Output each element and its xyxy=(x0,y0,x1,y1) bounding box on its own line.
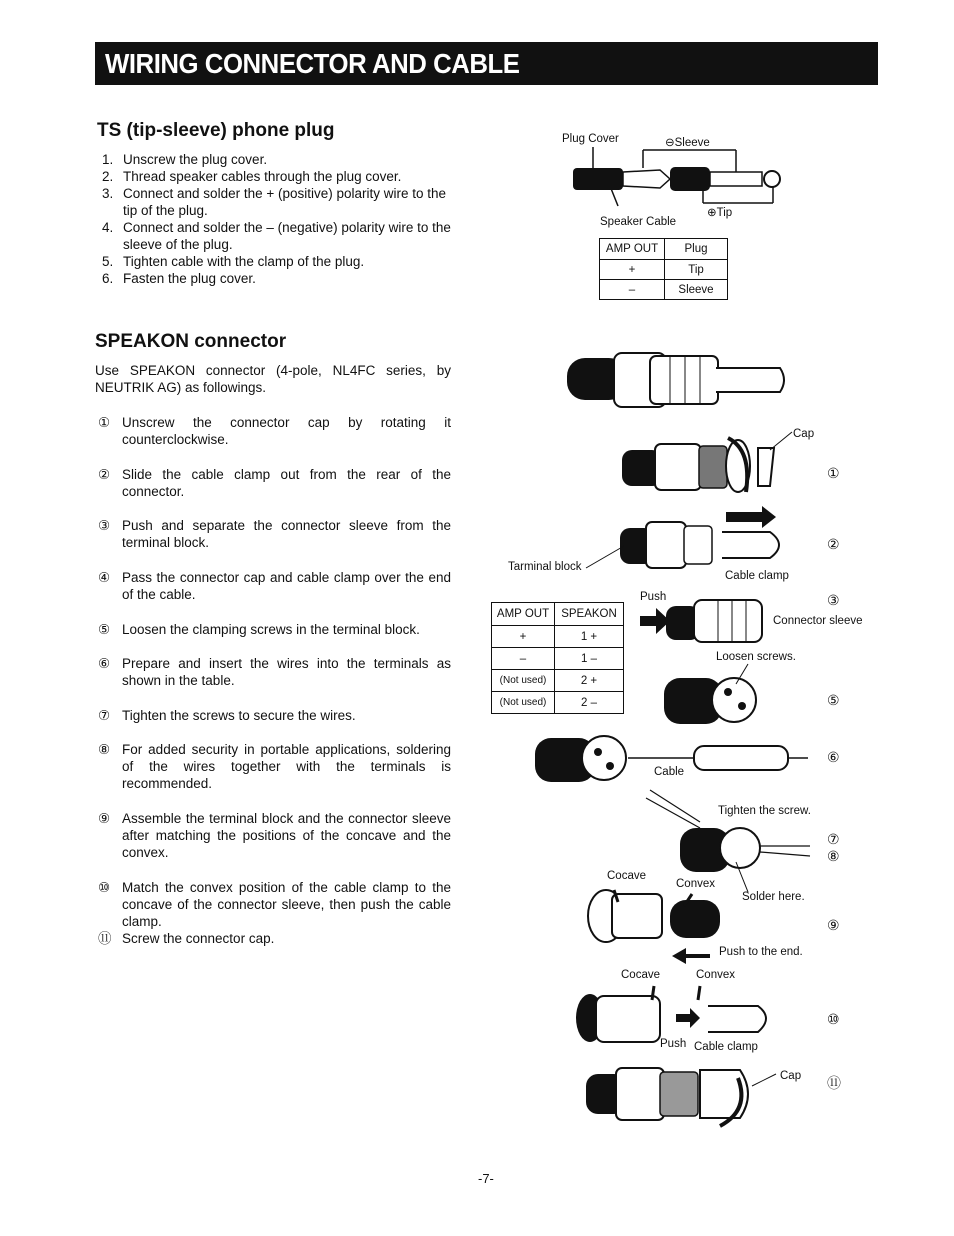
table-cell: + xyxy=(600,260,665,280)
speakon-step1-drawing xyxy=(622,432,792,492)
table-cell: 2 + xyxy=(555,670,624,692)
fig-step-10: ⑩ xyxy=(827,1011,840,1027)
list-item: ⑨ Assemble the terminal block and the connector sleeve after matching the positions of the concave and the convex. xyxy=(98,811,451,860)
fig-step-6: ⑥ xyxy=(827,749,840,765)
table-header: AMP OUT xyxy=(600,239,665,260)
fig-step-9: ⑨ xyxy=(827,917,840,933)
table-cell: – xyxy=(492,648,555,670)
ts-wiring-table xyxy=(599,238,728,300)
table-cell: 1 + xyxy=(555,626,624,648)
fig-step-11: ⑪ xyxy=(827,1075,841,1091)
speakon-assembled-drawing xyxy=(567,353,784,407)
plug-cover-label: Plug Cover xyxy=(562,133,619,145)
speaker-cable-label: Speaker Cable xyxy=(600,216,677,228)
ts-heading: TS (tip-sleeve) phone plug xyxy=(97,120,335,141)
table-header: AMP OUT xyxy=(492,603,555,626)
list-item: 6. Fasten the plug cover. xyxy=(102,271,256,286)
table-cell: Sleeve xyxy=(665,280,728,300)
solder-here-label: Solder here. xyxy=(742,891,805,903)
list-item: ⑥ Prepare and insert the wires into the terminals as shown in the table. xyxy=(98,656,451,688)
list-item: ⑪ Screw the connector cap. xyxy=(98,931,275,946)
fig-step-3: ③ xyxy=(827,592,840,608)
convex-label-2: Convex xyxy=(696,969,735,981)
tighten-screw-label: Tighten the screw. xyxy=(718,805,811,817)
speakon-step3-drawing xyxy=(640,600,762,642)
cable-label: Cable xyxy=(654,766,685,778)
list-item: 5. Tighten cable with the clamp of the plug. xyxy=(102,254,365,269)
push-label: Push xyxy=(640,591,667,603)
cap-label-2: Cap xyxy=(780,1070,802,1082)
tip-label: ⊕Tip xyxy=(707,207,733,219)
cap-label: Cap xyxy=(793,428,815,440)
fig-step-7: ⑦ xyxy=(827,831,840,847)
list-item: ⑩ Match the convex position of the cable clamp to the concave of the connector sleeve, then push the cable clamp. xyxy=(98,880,451,929)
table-cell: (Not used) xyxy=(492,670,555,692)
speakon-intro: Use SPEAKON connector (4-pole, NL4FC series, by NEUTRIK AG) as followings. xyxy=(95,363,451,395)
speakon-step9-drawing xyxy=(588,890,720,964)
table-header: SPEAKON xyxy=(555,603,624,626)
loosen-screws-label: Loosen screws. xyxy=(716,651,796,663)
page-number: -7- xyxy=(478,1171,494,1186)
table-header: Plug xyxy=(665,239,728,260)
list-item: ④ Pass the connector cap and cable clamp over the end of the cable. xyxy=(98,570,451,602)
list-item: ⑧ For added security in portable applications, soldering of the wires together with the terminals is recommended. xyxy=(98,742,451,791)
cocave-label: Cocave xyxy=(607,870,646,882)
table-cell: Tip xyxy=(665,260,728,280)
sleeve-label: ⊖Sleeve xyxy=(665,137,710,149)
convex-label: Convex xyxy=(676,878,715,890)
table-cell: – xyxy=(600,280,665,300)
cable-clamp-label: Cable clamp xyxy=(725,570,789,582)
speakon-heading: SPEAKON connector xyxy=(95,331,287,352)
ts-plug-drawing xyxy=(573,147,780,206)
banner-title: WIRING CONNECTOR AND CABLE xyxy=(105,48,520,79)
cable-clamp-label-2: Cable clamp xyxy=(694,1041,758,1053)
fig-step-5: ⑤ xyxy=(827,692,840,708)
list-item: ① Unscrew the connector cap by rotating it counterclockwise. xyxy=(98,415,451,447)
list-item: ② Slide the cable clamp out from the rear of the connector. xyxy=(98,467,451,499)
speakon-step2-drawing xyxy=(586,506,779,568)
cocave-label-2: Cocave xyxy=(621,969,660,981)
table-cell: + xyxy=(492,626,555,648)
fig-step-1: ① xyxy=(827,465,840,481)
fig-step-8: ⑧ xyxy=(827,848,840,864)
speakon-step5-drawing xyxy=(664,664,756,724)
terminal-block-label: Tarminal block xyxy=(508,561,582,573)
list-item: ③ Push and separate the connector sleeve from the terminal block. xyxy=(98,518,451,550)
table-cell: 2 – xyxy=(555,692,624,714)
list-item: 2. Thread speaker cables through the plug cover. xyxy=(102,169,402,184)
fig-step-2: ② xyxy=(827,536,840,552)
speakon-step11-drawing xyxy=(586,1068,776,1126)
list-item: 4. Connect and solder the – (negative) polarity wire to the sleeve of the plug. xyxy=(102,220,451,252)
list-item: 3. Connect and solder the + (positive) polarity wire to the tip of the plug. xyxy=(102,186,447,218)
connector-sleeve-label: Connector sleeve xyxy=(773,615,863,627)
list-item: 1. Unscrew the plug cover. xyxy=(102,152,268,167)
push-label-2: Push xyxy=(660,1038,687,1050)
table-cell: 1 – xyxy=(555,648,624,670)
table-cell: (Not used) xyxy=(492,692,555,714)
speakon-wiring-table xyxy=(491,602,624,714)
speakon-step10-drawing xyxy=(576,986,766,1042)
push-to-end-label: Push to the end. xyxy=(719,946,803,958)
list-item: ⑤ Loosen the clamping screws in the terminal block. xyxy=(98,622,420,637)
list-item: ⑦ Tighten the screws to secure the wires. xyxy=(98,708,356,723)
